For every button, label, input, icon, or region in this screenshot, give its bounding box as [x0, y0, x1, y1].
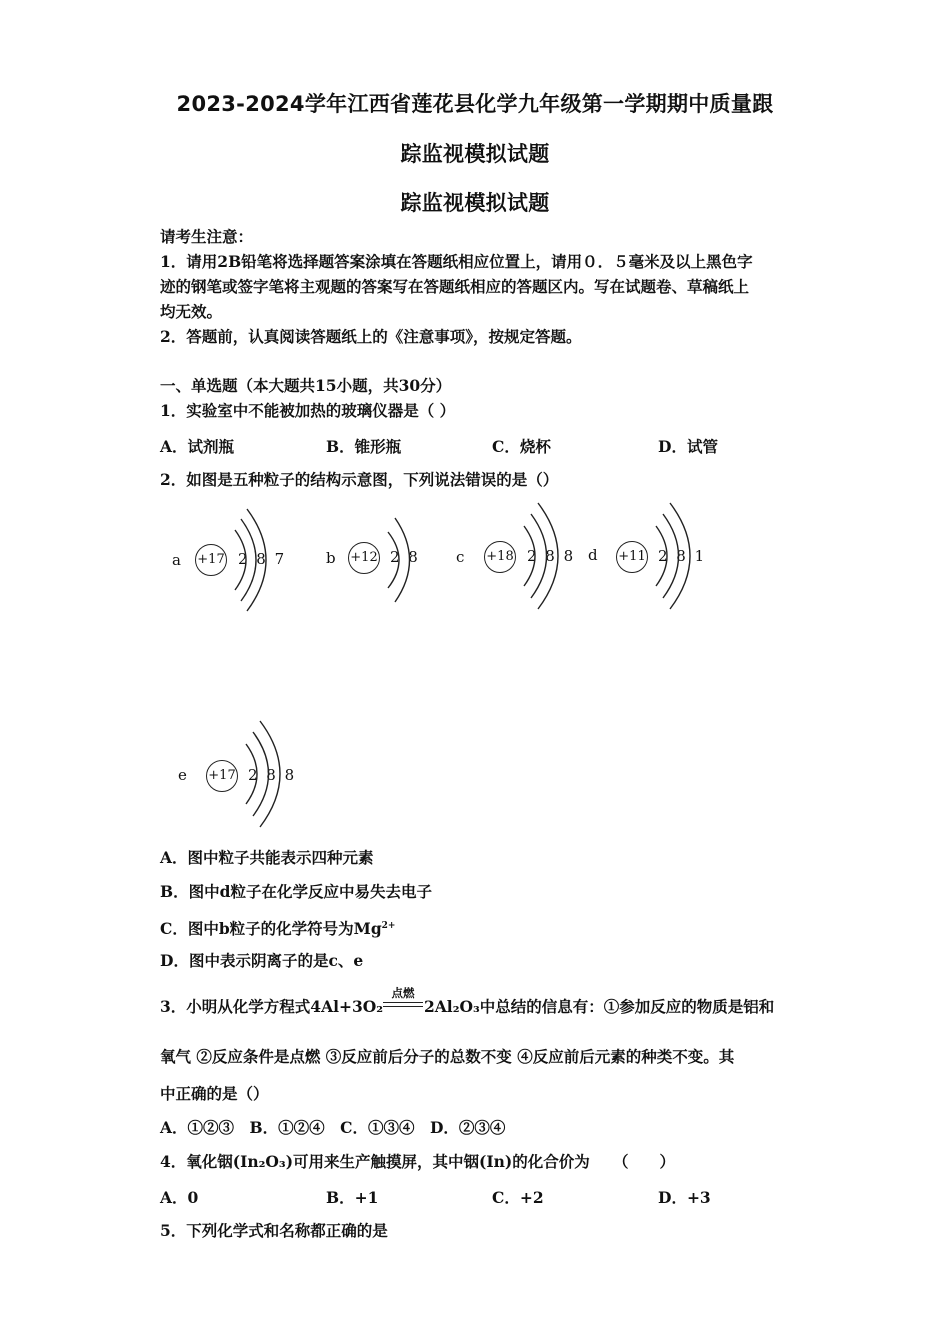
exam-title-line2: 踪监视模拟试题: [400, 142, 550, 166]
notice-line-4: 2．答题前，认真阅读答题纸上的《注意事项》，按规定答题。: [160, 327, 582, 346]
q5-stem: 5．下列化学式和名称都正确的是: [160, 1221, 388, 1240]
q1-option-b: B．锥形瓶: [326, 437, 402, 456]
electron-shell-arcs: [494, 500, 574, 612]
notice-line-3: 均无效。: [160, 302, 223, 321]
section-heading: 一、单选题（本大题共15小题，共30分）: [160, 376, 452, 395]
reaction-condition-label: 点燃: [391, 986, 415, 1000]
atom-label: d: [588, 546, 598, 564]
q3-line-3: 中正确的是（）: [160, 1084, 269, 1103]
q2-option-a: A．图中粒子共能表示四种元素: [160, 848, 374, 867]
notice-line-1: 1．请用2B铅笔将选择题答案涂填在答题纸相应位置上，请用０．５毫米及以上黑色字: [160, 252, 753, 271]
atom-label: c: [456, 548, 465, 566]
electron-shell-arcs: [626, 500, 706, 612]
q3-stem-post: 2Al₂O₃中总结的信息有：①参加反应的物质是铝和: [424, 997, 775, 1016]
q4-option-d: D．+3: [658, 1188, 711, 1207]
electron-shell-arcs: [205, 505, 285, 615]
equals-bar-bottom: [383, 1006, 423, 1007]
q3-options: A．①②③ B．①②④ C．①③④ D．②③④: [160, 1118, 506, 1137]
equals-bar-top: [383, 1002, 423, 1003]
q2-option-d: D．图中表示阴离子的是c、e: [160, 951, 364, 970]
q2-option-c: [160, 915, 395, 940]
atom-label: e: [178, 766, 187, 784]
atom-label: b: [326, 549, 336, 567]
q3-line-2: 氧气 ②反应条件是点燃 ③反应前后分子的总数不变 ④反应前后元素的种类不变。其: [160, 1047, 735, 1066]
reaction-condition: [383, 987, 423, 1007]
q1-stem: 1．实验室中不能被加热的玻璃仪器是（ ）: [160, 401, 456, 420]
atom-shells: 2 8: [390, 548, 418, 566]
q1-option-d: D．试管: [658, 437, 718, 456]
q2-option-c-text: C．图中b粒子的化学符号为Mg: [160, 919, 382, 939]
exam-title-line1: 2023-2024学年江西省莲花县化学九年级第一学期期中质量跟: [176, 92, 774, 116]
atom-nucleus: +12: [348, 542, 380, 574]
q1-option-a: A．试剂瓶: [160, 437, 235, 456]
q4-option-a: A．0: [160, 1188, 199, 1207]
notice-heading: 请考生注意：: [160, 227, 254, 246]
q4-stem: 4．氧化铟(In₂O₃)可用来生产触摸屏，其中铟(In)的化合价为 （ ）: [160, 1152, 675, 1171]
atom-nucleus: +17: [206, 760, 238, 792]
atom-shells: 2 8 8: [248, 766, 295, 784]
electron-shell-arcs: [216, 718, 296, 830]
atom-shells: 2 8 1: [658, 547, 705, 565]
q1-option-c: C．烧杯: [492, 437, 551, 456]
atom-nucleus: +11: [616, 541, 648, 573]
q2-stem: 2．如图是五种粒子的结构示意图，下列说法错误的是（）: [160, 470, 559, 489]
q2-option-b: B．图中d粒子在化学反应中易失去电子: [160, 882, 432, 901]
atom-shells: 2 8 8: [527, 547, 574, 565]
atom-nucleus: +17: [195, 544, 227, 576]
atom-nucleus: +18: [484, 541, 516, 573]
electron-shell-arcs: [358, 510, 428, 610]
notice-line-2: 迹的钢笔或签字笔将主观题的答案写在答题纸相应的答题区内。写在试题卷、草稿纸上: [160, 277, 750, 296]
q3-stem-pre: 3．小明从化学方程式4Al+3O₂: [160, 997, 384, 1016]
atom-label: a: [172, 551, 181, 569]
atom-shells: 2 8 7: [238, 550, 285, 568]
q4-option-c: C．+2: [492, 1188, 544, 1207]
exam-title-line3: 踪监视模拟试题: [400, 191, 550, 215]
q4-option-b: B．+1: [326, 1188, 379, 1207]
q2-option-c-charge: 2+: [381, 921, 396, 931]
